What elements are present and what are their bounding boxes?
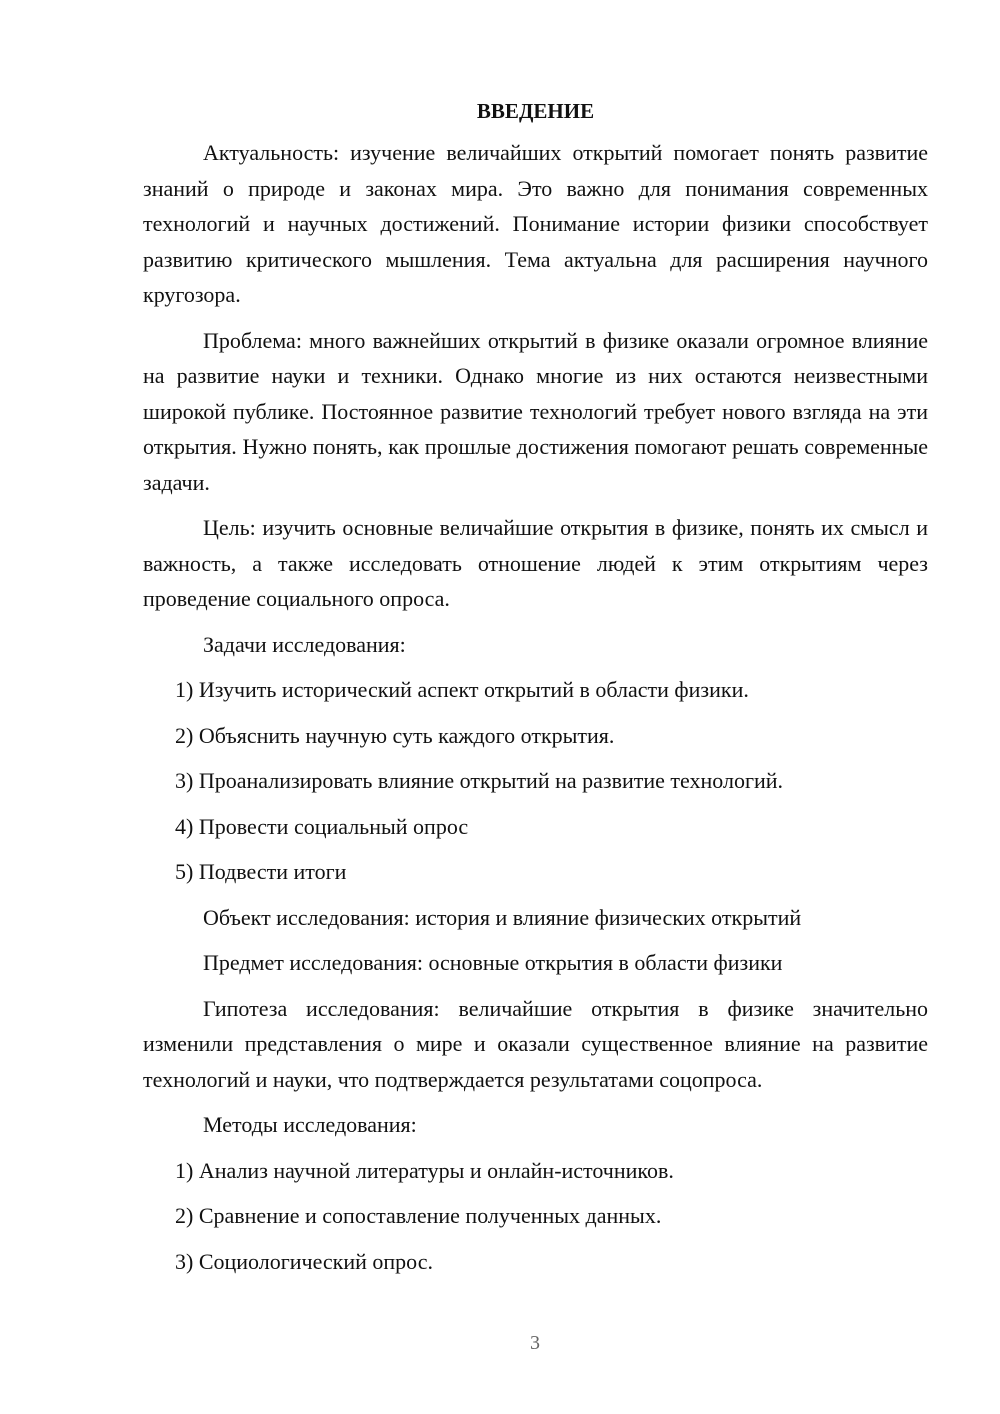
list-item: 4) Провести социальный опрос	[175, 813, 469, 839]
tasks-list	[143, 672, 928, 890]
list-item: 2) Объяснить научную суть каждого открытия.	[175, 722, 615, 748]
list-item: 5) Подвести итоги	[175, 859, 347, 884]
document-page	[143, 95, 928, 1289]
list-item: 1) Изучить исторический аспект открытий в области физики.	[175, 677, 749, 702]
page-number: 3	[530, 1332, 540, 1354]
methods-list	[143, 1153, 928, 1280]
relevance-paragraph: Актуальность: изучение величайших открытий помогает понять развитие знаний о природе и законах мира. Это важно для понимания современных технологий и научных достижений. Понимание истории физики способствует развитию критического мышления. Тема актуальна для расширения научного кругозора.	[143, 140, 928, 307]
hypothesis-paragraph: Гипотеза исследования: величайшие открытия в физике значительно изменили представления о мире и оказали существенное влияние на развитие технологий и науки, что подтверждается результатами соцопроса.	[143, 995, 928, 1092]
list-item: 2) Сравнение и сопоставление полученных данных.	[175, 1203, 662, 1228]
goal-paragraph: Цель: изучить основные величайшие открытия в физике, понять их смысл и важность, а также исследовать отношение людей к этим открытиям через проведение социального опроса.	[143, 515, 928, 611]
list-item: 1) Анализ научной литературы и онлайн-источников.	[175, 1157, 674, 1183]
list-item: 3) Проанализировать влияние открытий на развитие технологий.	[175, 768, 784, 793]
section-heading: ВВЕДЕНИЕ	[476, 99, 595, 123]
research-subject: Предмет исследования: основные открытия в области физики	[203, 950, 783, 975]
methods-label: Методы исследования:	[203, 1112, 417, 1137]
research-object: Объект исследования: история и влияние физических открытий	[203, 904, 802, 930]
tasks-label: Задачи исследования:	[203, 631, 406, 657]
problem-paragraph: Проблема: много важнейших открытий в физике оказали огромное влияние на развитие науки и техники. Однако многие из них остаются неизвестными широкой публике. Постоянное развитие технологий требует нового взгляда на эти открытия. Нужно понять, как прошлые достижения помогают решать современные задачи.	[143, 327, 928, 495]
list-item: 3) Социологический опрос.	[175, 1248, 433, 1274]
